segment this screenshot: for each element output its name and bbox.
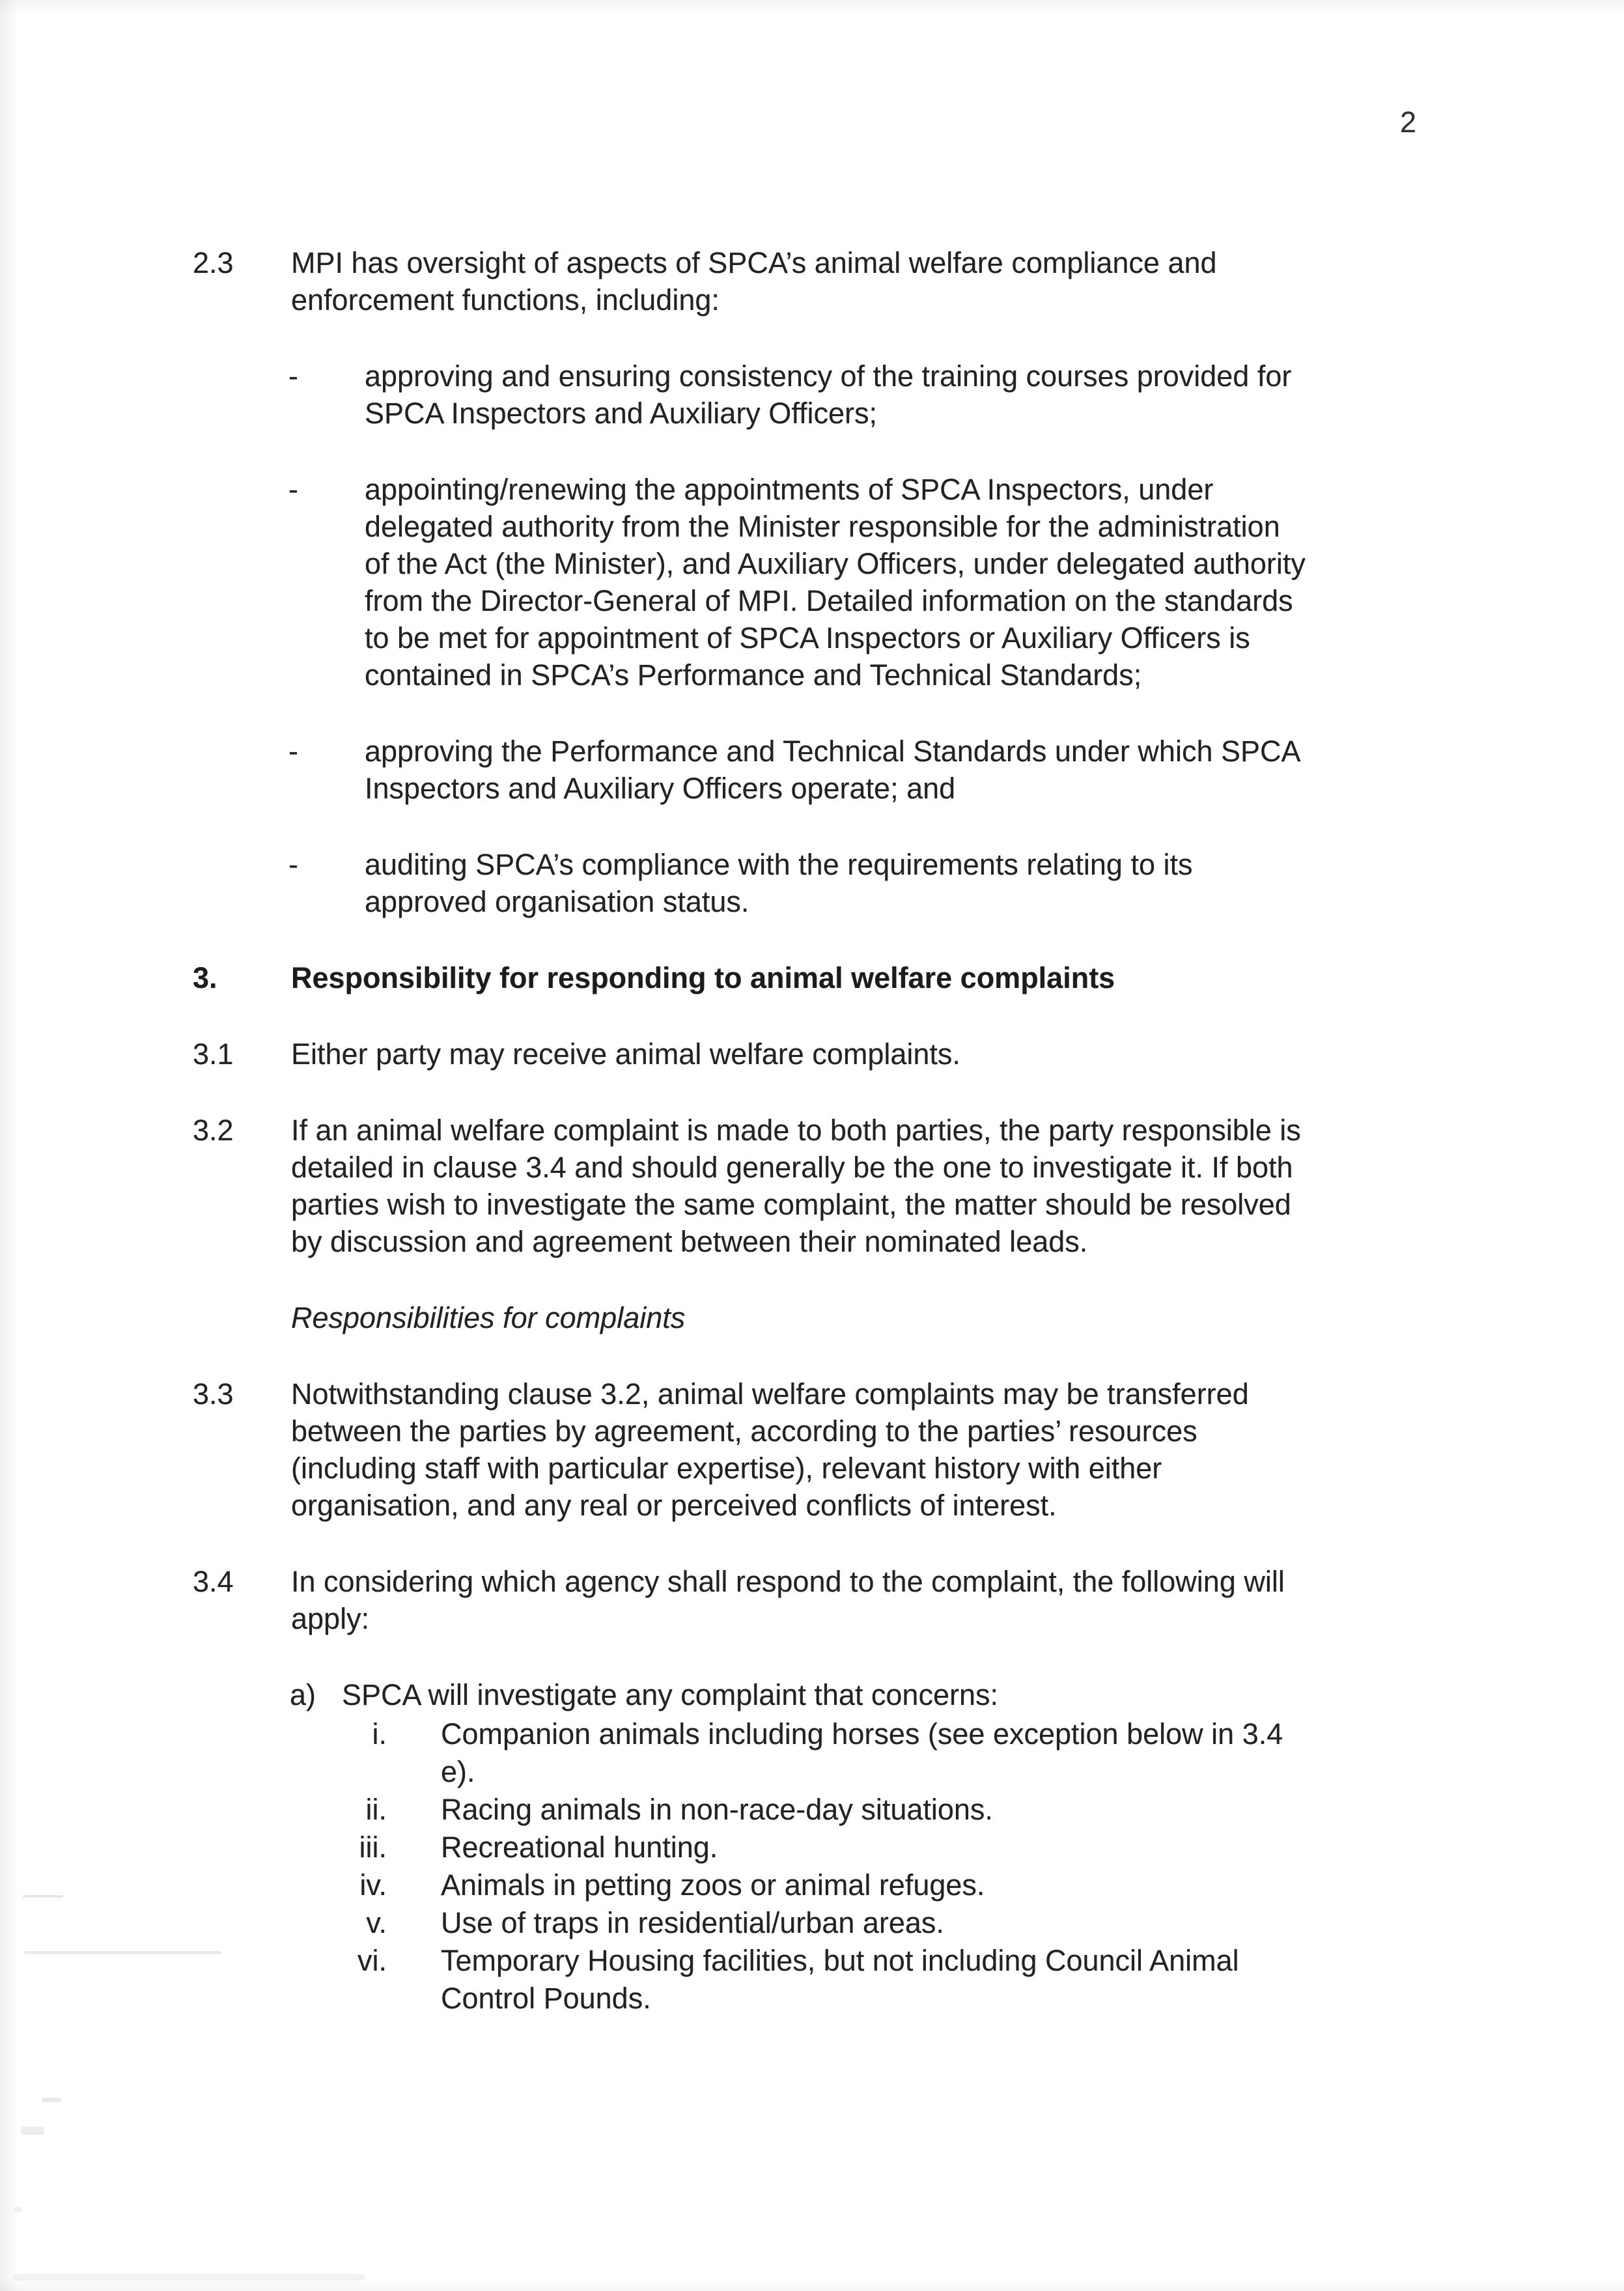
clause-text-line: detailed in clause 3.4 and should generally be the one to investigate it. If both (291, 1151, 1293, 1184)
roman-item-vi (0, 1942, 1624, 2017)
roman-numeral: vi. (357, 1944, 387, 1977)
bullet-text-line: Inspectors and Auxiliary Officers operate; and (365, 772, 956, 805)
roman-numeral-list (0, 1715, 1624, 2017)
roman-item-iii (0, 1829, 1624, 1866)
clause-3-4 (0, 1563, 1624, 1637)
dash-bullet-auditing (0, 846, 1624, 920)
clause-3-3 (0, 1375, 1624, 1524)
roman-item-ii (0, 1791, 1624, 1829)
page-number: 2 (1400, 105, 1417, 139)
clause-2-3 (0, 244, 1624, 318)
bullet-text-line: appointing/renewing the appointments of SPCA Inspectors, under (365, 473, 1214, 506)
clause-text-line: Either party may receive animal welfare complaints. (291, 1037, 960, 1071)
clause-text-line: organisation, and any real or perceived conflicts of interest. (291, 1489, 1057, 1522)
subheading-text: Responsibilities for complaints (291, 1301, 686, 1334)
clause-number: 2.3 (193, 246, 234, 279)
section-3-heading (0, 959, 1624, 996)
scan-artifact (13, 2207, 22, 2212)
clause-text-line: enforcement functions, including: (291, 283, 720, 316)
clause-text-line: between the parties by agreement, according to the parties’ resources (291, 1414, 1197, 1448)
clause-3-1 (0, 1035, 1624, 1073)
clause-number: 3.1 (193, 1037, 234, 1071)
dash-bullet-appointments (0, 471, 1624, 694)
roman-item-text-line: Recreational hunting. (441, 1831, 718, 1864)
clause-text-line: MPI has oversight of aspects of SPCA’s animal welfare compliance and (291, 246, 1217, 279)
scan-artifact (23, 1895, 63, 1898)
scan-artifact (13, 2274, 365, 2281)
dash-bullet-standards (0, 733, 1624, 807)
roman-item-text-line: e). (441, 1755, 475, 1788)
clause-text-line: by discussion and agreement between their nominated leads. (291, 1225, 1088, 1258)
bullet-body (365, 358, 1624, 432)
roman-numeral: iv. (359, 1868, 387, 1902)
roman-item-text-line: Temporary Housing facilities, but not including Council Animal (441, 1944, 1239, 1977)
bullet-text-line: approved organisation status. (365, 885, 749, 918)
bullet-text-line: auditing SPCA’s compliance with the requirements relating to its (365, 848, 1193, 881)
clause-body (291, 244, 1624, 318)
clause-body (291, 1112, 1624, 1260)
clause-number: 3.3 (193, 1377, 234, 1411)
scan-artifact (21, 2127, 44, 2135)
roman-item-iv (0, 1866, 1624, 1904)
roman-numeral: iii. (359, 1831, 387, 1864)
clause-text-line: (including staff with particular expertise), relevant history with either (291, 1452, 1162, 1485)
bullet-text-line: approving and ensuring consistency of the training courses provided for (365, 359, 1292, 393)
bullet-text-line: SPCA Inspectors and Auxiliary Officers; (365, 397, 878, 430)
clause-number: 3.4 (193, 1565, 234, 1598)
roman-numeral: v. (366, 1906, 387, 1939)
roman-item-text-line: Racing animals in non-race-day situations. (441, 1793, 993, 1826)
subheading-responsibilities-for-complaints (291, 1299, 1624, 1336)
roman-item-text-line: Animals in petting zoos or animal refuges. (441, 1868, 985, 1902)
clause-number: 3.2 (193, 1114, 234, 1147)
roman-item-text-line: Control Pounds. (441, 1982, 651, 2015)
dash-bullet-marker: - (288, 473, 298, 506)
scan-artifact (24, 1951, 221, 1954)
list-item-a (0, 1676, 1624, 1714)
dash-bullet-marker: - (288, 359, 298, 393)
roman-item-text-line: Companion animals including horses (see exception below in 3.4 (441, 1717, 1283, 1750)
bullet-text-line: delegated authority from the Minister responsible for the administration (365, 510, 1280, 543)
roman-numeral: i. (372, 1717, 387, 1750)
bullet-text-line: to be met for appointment of SPCA Inspectors or Auxiliary Officers is (365, 621, 1250, 654)
letter-item-text: SPCA will investigate any complaint that concerns: (342, 1678, 998, 1711)
section-heading-text: Responsibility for responding to animal welfare complaints (291, 961, 1115, 994)
bullet-body (365, 733, 1624, 807)
section-number: 3. (193, 961, 217, 994)
dash-bullet-marker: - (288, 848, 298, 881)
clause-text-line: If an animal welfare complaint is made to both parties, the party responsible is (291, 1114, 1301, 1147)
letter-label: a) (290, 1678, 316, 1711)
roman-numeral: ii. (365, 1793, 387, 1826)
dash-bullet-marker: - (288, 735, 298, 768)
dash-bullet-training (0, 358, 1624, 432)
roman-item-i (0, 1715, 1624, 1791)
clause-body (291, 1375, 1624, 1524)
clause-text-line: parties wish to investigate the same complaint, the matter should be resolved (291, 1188, 1291, 1221)
clause-text-line: Notwithstanding clause 3.2, animal welfare complaints may be transferred (291, 1377, 1249, 1411)
clause-text-line: apply: (291, 1602, 370, 1635)
clause-text-line: In considering which agency shall respond to the complaint, the following will (291, 1565, 1285, 1598)
bullet-text-line: of the Act (the Minister), and Auxiliary Officers, under delegated authority (365, 547, 1306, 580)
clause-body (291, 1035, 1624, 1073)
bullet-text-line: from the Director-General of MPI. Detailed information on the standards (365, 584, 1293, 617)
bullet-body (365, 846, 1624, 920)
clause-body (291, 1563, 1624, 1637)
bullet-body (365, 471, 1624, 694)
bullet-text-line: contained in SPCA’s Performance and Technical Standards; (365, 658, 1142, 692)
scan-artifact (42, 2098, 61, 2102)
roman-item-text-line: Use of traps in residential/urban areas. (441, 1906, 944, 1939)
clause-3-2 (0, 1112, 1624, 1260)
roman-item-v (0, 1904, 1624, 1942)
bullet-text-line: approving the Performance and Technical Standards under which SPCA (365, 735, 1301, 768)
